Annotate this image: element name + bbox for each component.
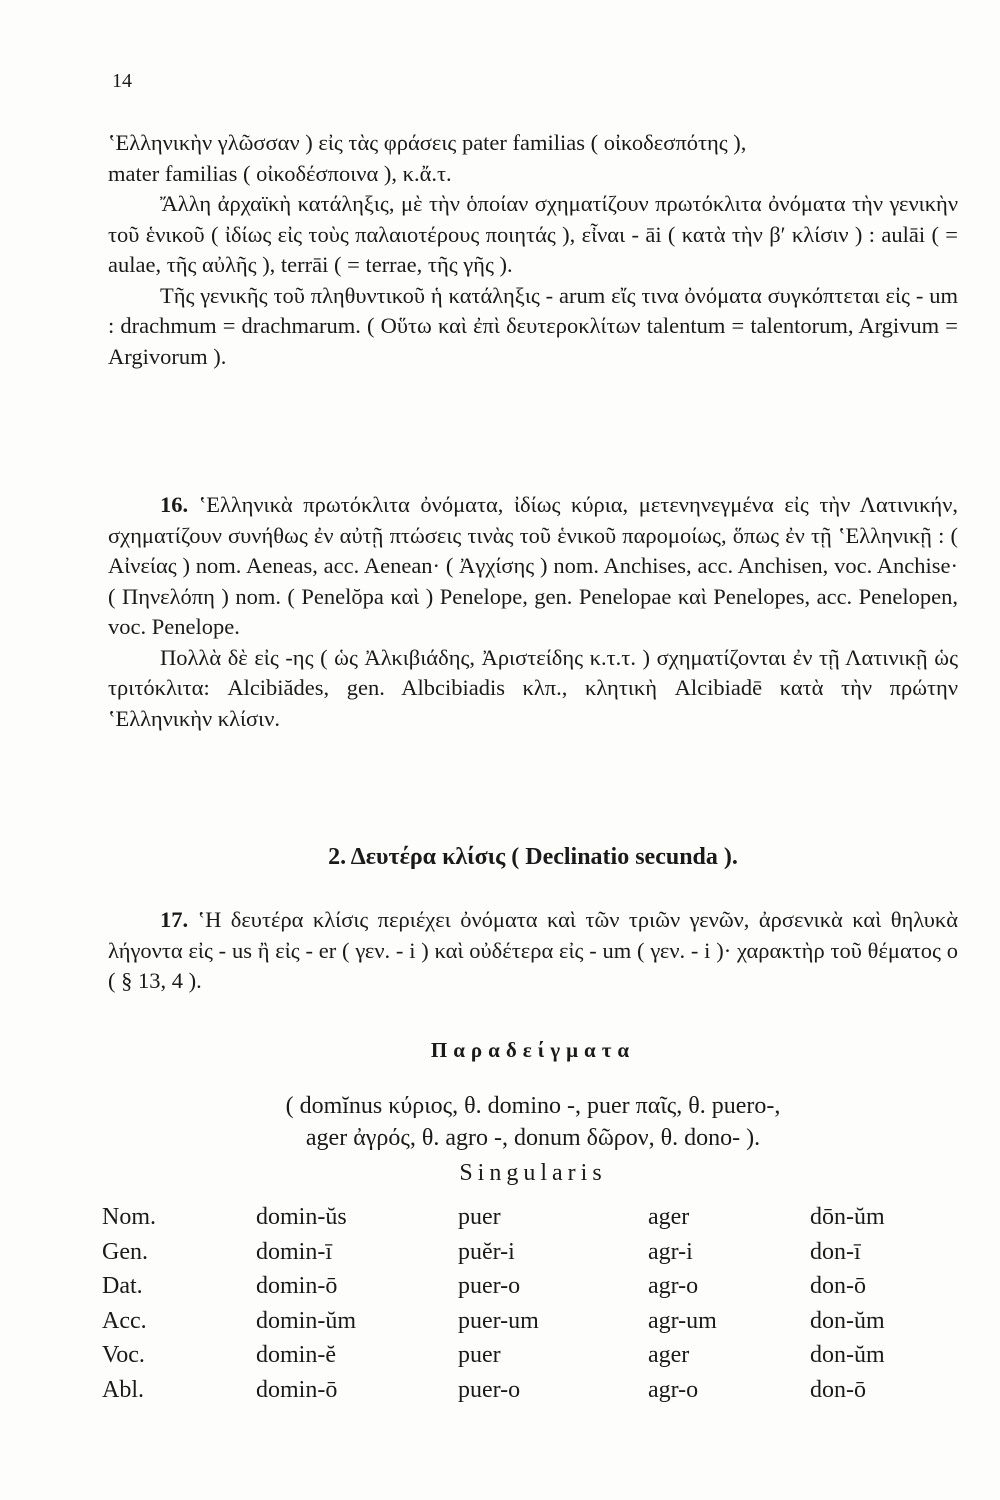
singularis-heading: Singularis [459,1160,607,1186]
table-cell: ager [648,1204,690,1230]
table-cell: puer-o [458,1376,521,1403]
page-number: 14 [112,70,132,92]
section-16-paragraph-1 [108,490,958,643]
archaic-ending-paragraph: Ἄλλη ἀρχαϊκὴ κατάληξις, μὲ τὴν ὁποίαν σχηματίζουν πρωτόκλιτα ὀνόματα τὴν γενικὴν τοῦ ἑνικοῦ ( ἰδίως εἰς τοὺς παλαιοτέρους ποιητάς ), εἶναι - āi ( κατὰ τὴν β′ κλίσιν ) : aulāi ( = aulae, τῆς αὐλῆς ), terrāi ( = terrae, τῆς γῆς ). [108,191,958,277]
declension-table [102,1204,950,1411]
section-16-text: ʽΕλληνικὰ πρωτόκλιτα ὀνόματα, ἰδίως κύρια, μετενηνεγμένα εἰς τὴν Λατινικήν, σχηματίζουν συνήθως ἐν αὐτῇ πτώσεις τινὰς τοῦ ἑνικοῦ παρομοίως, ὅπως ἐν τῇ ʽΕλληνικῇ : ( Αἰνείας ) nom. Aeneas, acc. Aenean· ( Ἀγχίσης ) nom. Anchises, acc. Anchisen, voc. Anchise· ( Πηνελόπη ) nom. ( Penelŏpa καὶ ) Penelope, gen. Penelopae καὶ Penelopes, acc. Penelopen, voc. Penelope. [108,492,959,639]
examples-line-2: ager ἀγρός, θ. agro -, donum δῶρον, θ. dono- ). [305,1125,761,1151]
table-row [102,1308,950,1343]
table-cell: puer-um [458,1307,539,1334]
table-cell: agr-o [648,1273,699,1299]
table-cell: don-ŭm [810,1307,885,1334]
table-row [102,1204,950,1239]
table-cell: agr-o [648,1376,699,1403]
case-label: Dat. [102,1273,143,1299]
table-cell: domin-ō [256,1376,338,1403]
examples [108,1090,958,1154]
table-cell: puer [458,1342,501,1368]
table-row [102,1377,950,1412]
genitive-plural-paragraph: Τῆς γενικῆς τοῦ πληθυντικοῦ ἡ κατάληξις - arum εἴς τινα ὀνόματα συγκόπτεται εἰς - um : drachmum = drachmarum. ( Οὕτω καὶ ἐπὶ δευτεροκλίτων talentum = talentorum, Argivum = Argivorum ). [108,282,958,369]
section-17-paragraph [108,905,958,997]
table-row [102,1273,950,1308]
case-label: Voc. [102,1342,145,1368]
table-row [102,1239,950,1274]
table-cell: domin-ĕ [256,1342,336,1368]
table-cell: domin-ŭm [256,1307,356,1334]
table-cell: ager [648,1342,690,1368]
table-cell: don-ī [810,1238,861,1265]
table-cell: don-ō [810,1376,866,1403]
table-cell: domin-ī [256,1238,332,1265]
table-cell: agr-um [648,1307,717,1334]
table-cell: dōn-ŭm [810,1204,885,1230]
section-16 [108,490,958,734]
table-row [102,1342,950,1377]
table-cell: puer-o [458,1273,521,1299]
section-17 [108,905,958,997]
paradigmata-heading: Παραδείγματα [430,1038,636,1062]
table-cell: domin-ŭs [256,1204,347,1230]
table-cell: puer [458,1204,501,1230]
case-label: Nom. [102,1204,156,1230]
case-label: Gen. [102,1238,148,1265]
intro-block [108,128,958,372]
examples-line-1: ( domĭnus κύριος, θ. domino -, puer παῖς, θ. puero-, [285,1093,781,1119]
table-cell: domin-ō [256,1273,338,1299]
section-16-number: 16. [160,492,189,517]
table-cell: don-ō [810,1273,866,1299]
section-17-text: ʽΗ δευτέρα κλίσις περιέχει ὀνόματα καὶ τῶν τριῶν γενῶν, ἀρσενικὰ καὶ θηλυκὰ λήγοντα εἰς - us ἢ εἰς - er ( γεν. - i ) καὶ οὐδέτερα εἰς - um ( γεν. - i )· χαρακτὴρ τοῦ θέματος o ( § 13, 4 ). [108,907,959,993]
intro-line-1: ʽΕλληνικὴν γλῶσσαν ) εἰς τὰς φράσεις pater familias ( οἰκοδεσπότης ), [108,130,747,155]
declension-heading: 2. Δευτέρα κλίσις ( Declinatio secunda ). [328,844,738,870]
table-cell: don-ŭm [810,1342,885,1368]
case-label: Abl. [102,1376,144,1403]
section-16-paragraph-2: Πολλὰ δὲ εἰς -ης ( ὡς Ἀλκιβιάδης, Ἀριστείδης κ.τ.τ. ) σχηματίζονται ἐν τῇ Λατινικῇ ὡς τριτόκλιτα: Alcibiădes, gen. Albcibiadis κλπ., κλητικὴ Alcibiadē κατὰ τὴν πρώτην ʽΕλληνικὴν κλίσιν. [108,644,958,731]
section-17-number: 17. [160,907,189,932]
intro-line-2: mater familias ( οἰκοδέσποινα ), κ.ἄ.τ. [108,160,452,186]
case-label: Acc. [102,1307,147,1334]
table-cell: puĕr-i [458,1238,515,1265]
table-cell: agr-i [648,1238,693,1265]
